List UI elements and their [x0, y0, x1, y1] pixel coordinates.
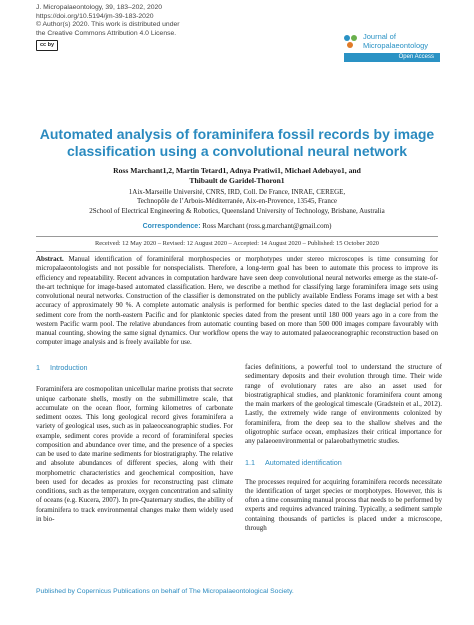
section-heading-introduction: [36, 363, 233, 372]
open-access-badge: Open Access: [344, 53, 440, 62]
citation-header: [36, 4, 180, 38]
citation: J. Micropalaeontology, 39, 183–202, 2020: [36, 4, 163, 11]
right-column: [245, 363, 442, 533]
journal-name-line1: Journal of: [363, 32, 396, 41]
paper-title: Automated analysis of foraminifera fossil records by image classification using a convolutional neural network: [39, 126, 435, 159]
subsection-paragraph: The processes required for acquiring foraminifera records necessitate the identification of target species or morphotypes. However, this is often a time consuming manual process that needs to be performed by experts and requires advanced training. Typically, a sediment sample containing thousands of particles is placed under a microscope, through: [245, 477, 442, 532]
subsection-number: 1.1: [245, 458, 255, 468]
affiliation-2: 2School of Electrical Engineering & Robotics, Queensland University of Technology, Brisbane, Australia: [89, 206, 385, 215]
journal-logo: [344, 33, 440, 62]
divider-top: [36, 236, 438, 237]
subsection-title: Automated identification: [265, 458, 342, 468]
copyright: © Author(s) 2020. This work is distributed under: [36, 21, 180, 29]
intro-continued-paragraph: facies definitions, a powerful tool to understand the structure of sedimentary deposits and their evolution through time. Their wide range of evolutionary rates are also an asset used for biostratigraphical studies, and planktonic foraminifera count among the main markers of the geological timescale (Gradstein et al., 2012). Lastly, the extremely wide range of environments colonized by foraminifera, from the deep sea to the shallow shelves and the oligotrophic surface ocean, emphasizes their critical importance for any palaeoenvironmental or palaeobathymetric studies.: [245, 363, 442, 445]
authors-line-1: Ross Marchant1,2, Martin Tetard1, Adnya Pratiwi1, Michael Adebayo1, and: [113, 166, 361, 175]
affiliations: [30, 188, 444, 216]
section-number: 1: [36, 363, 40, 372]
doi-link[interactable]: https://doi.org/10.5194/jm-39-183-2020: [36, 12, 154, 20]
divider-bottom: [36, 251, 438, 252]
publisher-footer: Published by Copernicus Publications on behalf of The Micropalaeontological Society.: [36, 588, 294, 595]
abstract-label: Abstract.: [36, 255, 64, 263]
correspondence-email[interactable]: Ross Marchant (ross.g.marchant@gmail.com): [202, 222, 332, 230]
abstract-text: Manual identification of foraminiferal morphospecies or morphotypes under stereo microscopes is time consuming for micropalaeontologists and not possible for nonspecialists. Therefore, a long-term goal has been to automate this process to improve its efficiency and repeatability. Recent advances in computation hardware have seen deep convolutional neural networks emerge as the state-of-the-art technique for image-based automated classification. Here, we describe a method for classifying large foraminifera image sets using convolutional neural networks. Construction of the classifier is demonstrated on the publicly available Endless Forams image set with a best accuracy of approximately 90 %. A complete automatic analysis is performed for benthic species dated to the last deglacial period for a sediment core from the north-eastern Pacific and for planktonic species dated from the present until 180 000 years ago in a core from the western Pacific warm pool. The relative abundances from automatic counting based on more than 500 000 images compare favourably with manual counting, showing the same signal dynamics. Our workflow opens the way to automated palaeoceanographic reconstruction based on computer image analysis and is freely available for use.: [36, 255, 438, 347]
journal-name-line2: Micropalaeontology: [363, 40, 429, 50]
affiliation-1b: Technopôle de l’Arbois-Méditerranée, Aix-en-Provence, 13545, France: [136, 197, 338, 206]
authors: [40, 166, 434, 186]
abstract: [36, 255, 438, 348]
left-column: [36, 363, 233, 524]
correspondence-label: Correspondence:: [142, 223, 201, 230]
authors-line-2: Thibault de Garidel-Thoron1: [189, 176, 285, 185]
correspondence: [30, 222, 444, 230]
license: the Creative Commons Attribution 4.0 License.: [36, 29, 177, 37]
journal-logo-icon: [344, 35, 358, 49]
affiliation-1: 1Aix-Marseille Université, CNRS, IRD, Coll. De France, INRAE, CEREGE,: [128, 188, 346, 196]
intro-paragraph: Foraminifera are cosmopolitan unicellular marine protists that secrete unique carbonate shells, mostly on the submillimetre scale, that accumulate on the ocean floor, forming kilometres of carbonate sediment oozes. This long geological record gives foraminifera a variety of geological uses, such as in palaeoceanographic studies. For example, sediment cores provide a record of foraminiferal species composition and abundance over time, and the presence of a species can be used to date marine sediments for biostratigraphy. The relative and absolute abundances of different species, along with their morphometric characteristics and geochemical composition, have been used for decades as proxies for reconstructing past climate conditions, such as the temperature, oxygen concentration and salinity of oceans (e.g. Kucera, 2007). In pre-Quaternary studies, the ability of foraminifera to track environmental changes make them widely used in bio-: [36, 385, 233, 523]
cc-by-icon[interactable]: cc by: [36, 40, 58, 51]
section-title: Introduction: [50, 363, 88, 372]
subsection-heading: [245, 458, 442, 467]
publication-dates: Received: 12 May 2020 – Revised: 12 August 2020 – Accepted: 14 August 2020 – Published: 15 October 2020: [95, 240, 379, 247]
